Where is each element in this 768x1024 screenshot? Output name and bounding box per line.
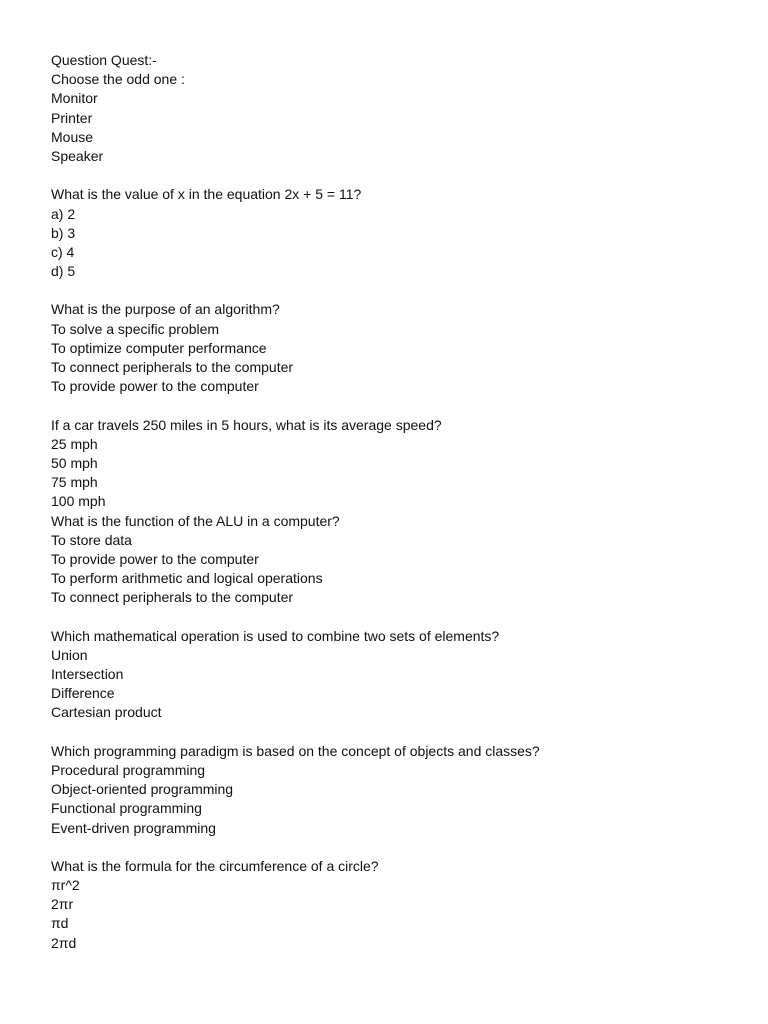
question-prompt: If a car travels 250 miles in 5 hours, what is its average speed? [51, 416, 442, 433]
answer-option: To perform arithmetic and logical operations [51, 570, 323, 587]
answer-option: Monitor [51, 90, 98, 107]
paragraph-spacer [51, 838, 731, 857]
question-prompt: Which programming paradigm is based on the concept of objects and classes? [51, 742, 540, 759]
answer-option: To connect peripherals to the computer [51, 589, 294, 606]
document-content [51, 51, 731, 953]
answer-option: πr^2 [51, 877, 80, 894]
answer-option: 50 mph [51, 454, 98, 471]
answer-option: Procedural programming [51, 761, 206, 778]
answer-option: To connect peripherals to the computer [51, 359, 294, 375]
paragraph-spacer [51, 607, 731, 626]
answer-option: c) 4 [51, 243, 75, 260]
answer-option: a) 2 [51, 205, 76, 222]
answer-option: To provide power to the computer [51, 378, 259, 395]
answer-option: d) 5 [51, 263, 76, 280]
paragraph-spacer [51, 281, 731, 300]
answer-option: Event-driven programming [51, 819, 216, 836]
answer-option: 2πr [51, 896, 74, 913]
answer-option: Speaker [51, 147, 104, 164]
answer-option: To optimize computer performance [51, 339, 267, 356]
question-prompt: What is the function of the ALU in a computer? [51, 512, 340, 529]
answer-option: To solve a specific problem [51, 320, 220, 337]
answer-option: Object-oriented programming [51, 781, 234, 798]
question-prompt: What is the formula for the circumference of a circle? [51, 857, 379, 874]
answer-option: b) 3 [51, 224, 76, 241]
question-prompt: What is the value of x in the equation 2x + 5 = 11? [51, 186, 362, 203]
paragraph-spacer [51, 166, 731, 185]
question-prompt: Which mathematical operation is used to combine two sets of elements? [51, 627, 500, 644]
answer-option: Printer [51, 109, 93, 126]
answer-option: 25 mph [51, 435, 98, 452]
answer-option: 75 mph [51, 474, 98, 491]
question-prompt: Choose the odd one : [51, 71, 185, 88]
answer-option: Intersection [51, 666, 124, 682]
answer-option: Difference [51, 685, 115, 702]
answer-option: 100 mph [51, 493, 106, 510]
paragraph-spacer [51, 396, 731, 415]
document-heading: Question Quest:- [51, 52, 157, 68]
answer-option: To provide power to the computer [51, 550, 259, 567]
answer-option: πd [51, 915, 69, 932]
question-prompt: What is the purpose of an algorithm? [51, 301, 280, 318]
answer-option: Mouse [51, 128, 94, 145]
answer-option: 2πd [51, 934, 77, 951]
paragraph-spacer [51, 723, 731, 742]
answer-option: Cartesian product [51, 704, 162, 721]
answer-option: Union [51, 646, 88, 663]
answer-option: To store data [51, 531, 132, 548]
answer-option: Functional programming [51, 800, 202, 817]
